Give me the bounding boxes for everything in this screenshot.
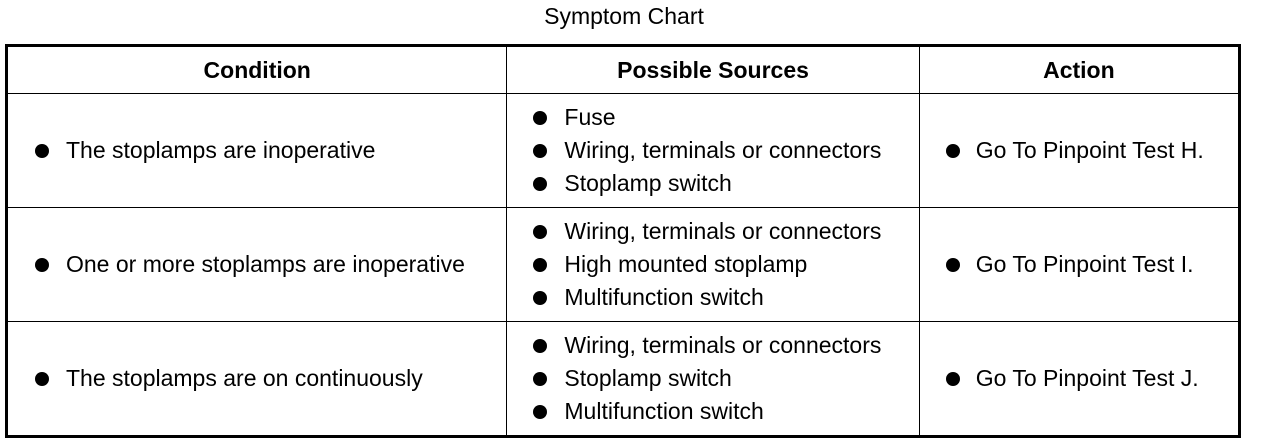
source-text: Wiring, terminals or connectors [564, 137, 882, 163]
action-cell [919, 94, 1239, 208]
bullet-icon [533, 372, 547, 386]
list-item [507, 395, 918, 428]
sources-cell [507, 322, 919, 437]
list-item [507, 167, 918, 200]
list-item [920, 248, 1238, 281]
bullet-icon [533, 225, 547, 239]
condition-text: One or more stoplamps are inoperative [66, 251, 465, 277]
bullet-icon [35, 258, 49, 272]
header-action: Action [919, 46, 1239, 94]
source-text: High mounted stoplamp [564, 251, 808, 277]
action-text: Go To Pinpoint Test H. [975, 137, 1204, 163]
bullet-icon [533, 258, 547, 272]
action-text: Go To Pinpoint Test I. [975, 251, 1194, 277]
source-text: Stoplamp switch [564, 170, 732, 196]
condition-text: The stoplamps are inoperative [66, 137, 376, 163]
source-text: Stoplamp switch [564, 365, 732, 391]
list-item [507, 134, 918, 167]
chart-title: Symptom Chart [544, 3, 704, 29]
table-row [7, 94, 1240, 208]
bullet-icon [533, 405, 547, 419]
condition-cell [7, 208, 507, 322]
bullet-icon [35, 372, 49, 386]
list-item [507, 101, 918, 134]
source-text: Multifunction switch [564, 398, 764, 424]
bullet-icon [35, 144, 49, 158]
source-text: Fuse [564, 104, 616, 130]
source-text: Multifunction switch [564, 284, 764, 310]
table-row [7, 208, 1240, 322]
sources-cell [507, 208, 919, 322]
bullet-icon [533, 291, 547, 305]
list-item [920, 134, 1238, 167]
source-text: Wiring, terminals or connectors [564, 218, 882, 244]
bullet-icon [946, 258, 960, 272]
condition-cell [7, 94, 507, 208]
list-item [8, 362, 506, 395]
condition-cell [7, 322, 507, 437]
bullet-icon [946, 144, 960, 158]
action-cell [919, 208, 1239, 322]
list-item [507, 281, 918, 314]
action-text: Go To Pinpoint Test J. [975, 365, 1199, 391]
action-cell [919, 322, 1239, 437]
list-item [507, 215, 918, 248]
list-item [920, 362, 1238, 395]
bullet-icon [946, 372, 960, 386]
sources-cell [507, 94, 919, 208]
bullet-icon [533, 177, 547, 191]
condition-text: The stoplamps are on continuously [66, 365, 423, 391]
bullet-icon [533, 339, 547, 353]
list-item [507, 248, 918, 281]
source-text: Wiring, terminals or connectors [564, 332, 882, 358]
list-item [8, 134, 506, 167]
list-item [507, 362, 918, 395]
bullet-icon [533, 144, 547, 158]
list-item [507, 329, 918, 362]
header-possible-sources: Possible Sources [507, 46, 919, 94]
table-row [7, 322, 1240, 437]
list-item [8, 248, 506, 281]
header-row [7, 46, 1240, 94]
header-condition: Condition [7, 46, 507, 94]
bullet-icon [533, 111, 547, 125]
symptom-table [5, 44, 1241, 438]
